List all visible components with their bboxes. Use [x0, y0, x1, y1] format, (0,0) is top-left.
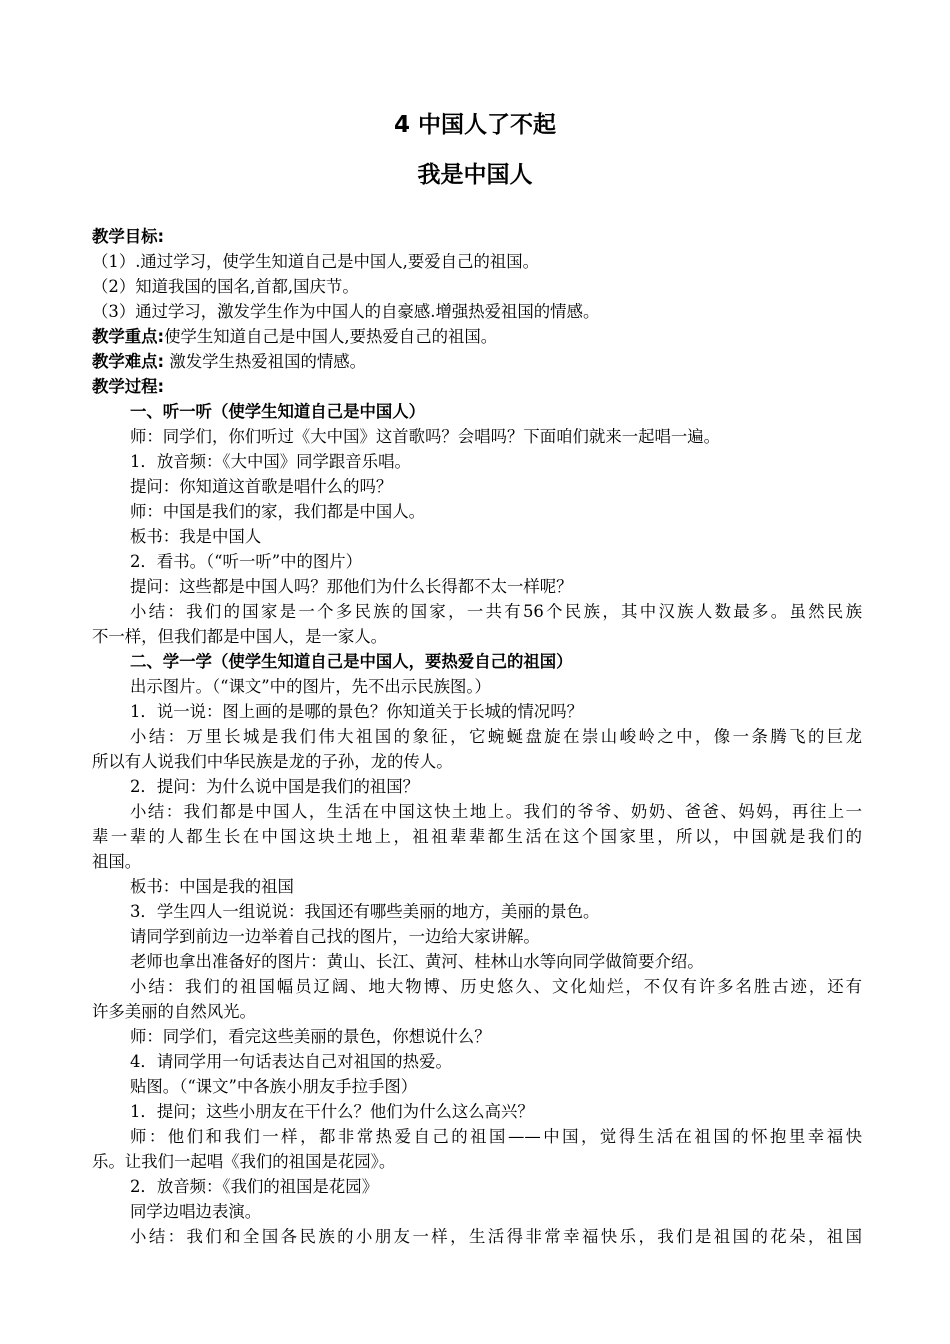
- text-line: [92, 474, 862, 499]
- line-text: （1）.通过学习，使学生知道自己是中国人,要爱自己的祖国。: [92, 252, 540, 271]
- line-text: 师：同学们，看完这些美丽的景色，你想说什么？: [130, 1027, 491, 1046]
- text-line: [92, 924, 862, 949]
- line-text: 提问：这些都是中国人吗？那他们为什么长得都不太一样呢？: [130, 577, 573, 596]
- line-text: 2．放音频：《我们的祖国是花园》: [130, 1177, 379, 1196]
- text-line: [92, 324, 862, 349]
- document-title: 4 中国人了不起: [393, 112, 556, 138]
- text-line: [92, 499, 862, 524]
- text-line: [92, 724, 862, 749]
- text-line: [92, 649, 862, 674]
- line-text: 2．提问：为什么说中国是我们的祖国？: [130, 777, 420, 796]
- line-text: 所以有人说我们中华民族是龙的子孙，龙的传人。: [92, 752, 453, 771]
- text-line: [92, 224, 862, 249]
- line-label: 教学重点:: [92, 327, 165, 346]
- line-text: 小结：我们的国家是一个多民族的国家，一共有56个民族，其中汉族人数最多。虽然民族: [130, 602, 862, 621]
- text-line: [92, 974, 862, 999]
- text-line: [92, 674, 862, 699]
- line-text: 师：他们和我们一样，都非常热爱自己的祖国——中国，觉得生活在祖国的怀抱里幸福快: [130, 1127, 862, 1146]
- line-text: 二、学一学（使学生知道自己是中国人，要热爱自己的祖国）: [130, 652, 573, 671]
- text-line: [92, 449, 862, 474]
- line-text: （3）通过学习，激发学生作为中国人的自豪感.增强热爱祖国的情感。: [92, 302, 600, 321]
- line-text: 教学过程:: [92, 377, 165, 396]
- line-text: 4．请同学用一句话表达自己对祖国的热爱。: [130, 1052, 452, 1071]
- line-text: 小结：我们的祖国幅员辽阔、地大物博、历史悠久、文化灿烂，不仅有许多名胜古迹，还有: [130, 977, 862, 996]
- text-line: [92, 874, 862, 899]
- text-line: [92, 599, 862, 624]
- line-text: 老师也拿出准备好的图片：黄山、长江、黄河、桂林山水等向同学做简要介绍。: [130, 952, 704, 971]
- text-line: [92, 399, 862, 424]
- text-line: [92, 824, 862, 849]
- line-text: 1．放音频：《大中国》同学跟音乐唱。: [130, 452, 411, 471]
- line-text: 激发学生热爱祖国的情感。: [164, 352, 367, 371]
- line-text: 板书：中国是我的祖国: [130, 877, 294, 896]
- line-text: 许多美丽的自然风光。: [92, 1002, 256, 1021]
- text-line: [92, 999, 862, 1024]
- line-text: 2．看书。（“听一听”中的图片）: [130, 552, 363, 571]
- text-line: [92, 524, 862, 549]
- text-line: [92, 1174, 862, 1199]
- text-line: [92, 774, 862, 799]
- text-line: [92, 1124, 862, 1149]
- line-text: 乐。让我们一起唱《我们的祖国是花园》。: [92, 1152, 396, 1171]
- text-line: [92, 549, 862, 574]
- text-line: [92, 374, 862, 399]
- line-text: 同学边唱边表演。: [130, 1202, 262, 1221]
- line-text: 使学生知道自己是中国人,要热爱自己的祖国。: [164, 327, 498, 346]
- line-text: 小结：万里长城是我们伟大祖国的象征，它蜿蜒盘旋在崇山峻岭之中，像一条腾飞的巨龙: [130, 727, 862, 746]
- line-text: 师：同学们，你们听过《大中国》这首歌吗？会唱吗？下面咱们就来一起唱一遍。: [130, 427, 721, 446]
- line-text: 出示图片。（“课文”中的图片，先不出示民族图。）: [130, 677, 491, 696]
- text-line: [92, 1224, 862, 1249]
- text-line: [92, 1024, 862, 1049]
- text-line: [92, 799, 862, 824]
- line-text: 3．学生四人一组说说：我国还有哪些美丽的地方，美丽的景色。: [130, 902, 600, 921]
- line-text: 1．提问；这些小朋友在干什么？他们为什么这么高兴？: [130, 1102, 534, 1121]
- text-line: [92, 424, 862, 449]
- line-text: 不一样，但我们都是中国人，是一家人。: [92, 627, 388, 646]
- line-label: 教学难点:: [92, 352, 165, 371]
- text-line: [92, 899, 862, 924]
- line-text: 辈一辈的人都生长在中国这块土地上，祖祖辈辈都生活在这个国家里，所以，中国就是我们的: [92, 827, 862, 846]
- line-text: 一、听一听（使学生知道自己是中国人）: [130, 402, 426, 421]
- line-text: 教学目标:: [92, 227, 165, 246]
- text-line: [92, 574, 862, 599]
- line-text: 贴图。（“课文”中各族小朋友手拉手图）: [130, 1077, 418, 1096]
- text-line: [92, 1099, 862, 1124]
- text-line: [92, 1149, 862, 1174]
- line-text: 小结：我们都是中国人，生活在中国这快土地上。我们的爷爷、奶奶、爸爸、妈妈，再往上一: [130, 802, 862, 821]
- text-line: [92, 699, 862, 724]
- text-line: [92, 274, 862, 299]
- text-line: [92, 349, 862, 374]
- text-line: [92, 249, 862, 274]
- line-text: 祖国。: [92, 852, 142, 871]
- text-line: [92, 949, 862, 974]
- line-text: 1．说一说：图上画的是哪的景色？你知道关于长城的情况吗？: [130, 702, 583, 721]
- text-line: [92, 749, 862, 774]
- line-text: 师：中国是我们的家，我们都是中国人。: [130, 502, 426, 521]
- line-text: （2）知道我国的国名,首都,国庆节。: [92, 277, 359, 296]
- text-line: [92, 1049, 862, 1074]
- text-line: [92, 299, 862, 324]
- text-line: [92, 849, 862, 874]
- line-text: 板书：我是中国人: [130, 527, 262, 546]
- document-body: [92, 224, 862, 1249]
- line-text: 小结：我们和全国各民族的小朋友一样，生活得非常幸福快乐，我们是祖国的花朵，祖国: [130, 1227, 862, 1246]
- text-line: [92, 624, 862, 649]
- document-subtitle: 我是中国人: [417, 162, 533, 188]
- text-line: [92, 1074, 862, 1099]
- line-text: 提问：你知道这首歌是唱什么的吗？: [130, 477, 393, 496]
- line-text: 请同学到前边一边举着自己找的图片，一边给大家讲解。: [130, 927, 540, 946]
- text-line: [92, 1199, 862, 1224]
